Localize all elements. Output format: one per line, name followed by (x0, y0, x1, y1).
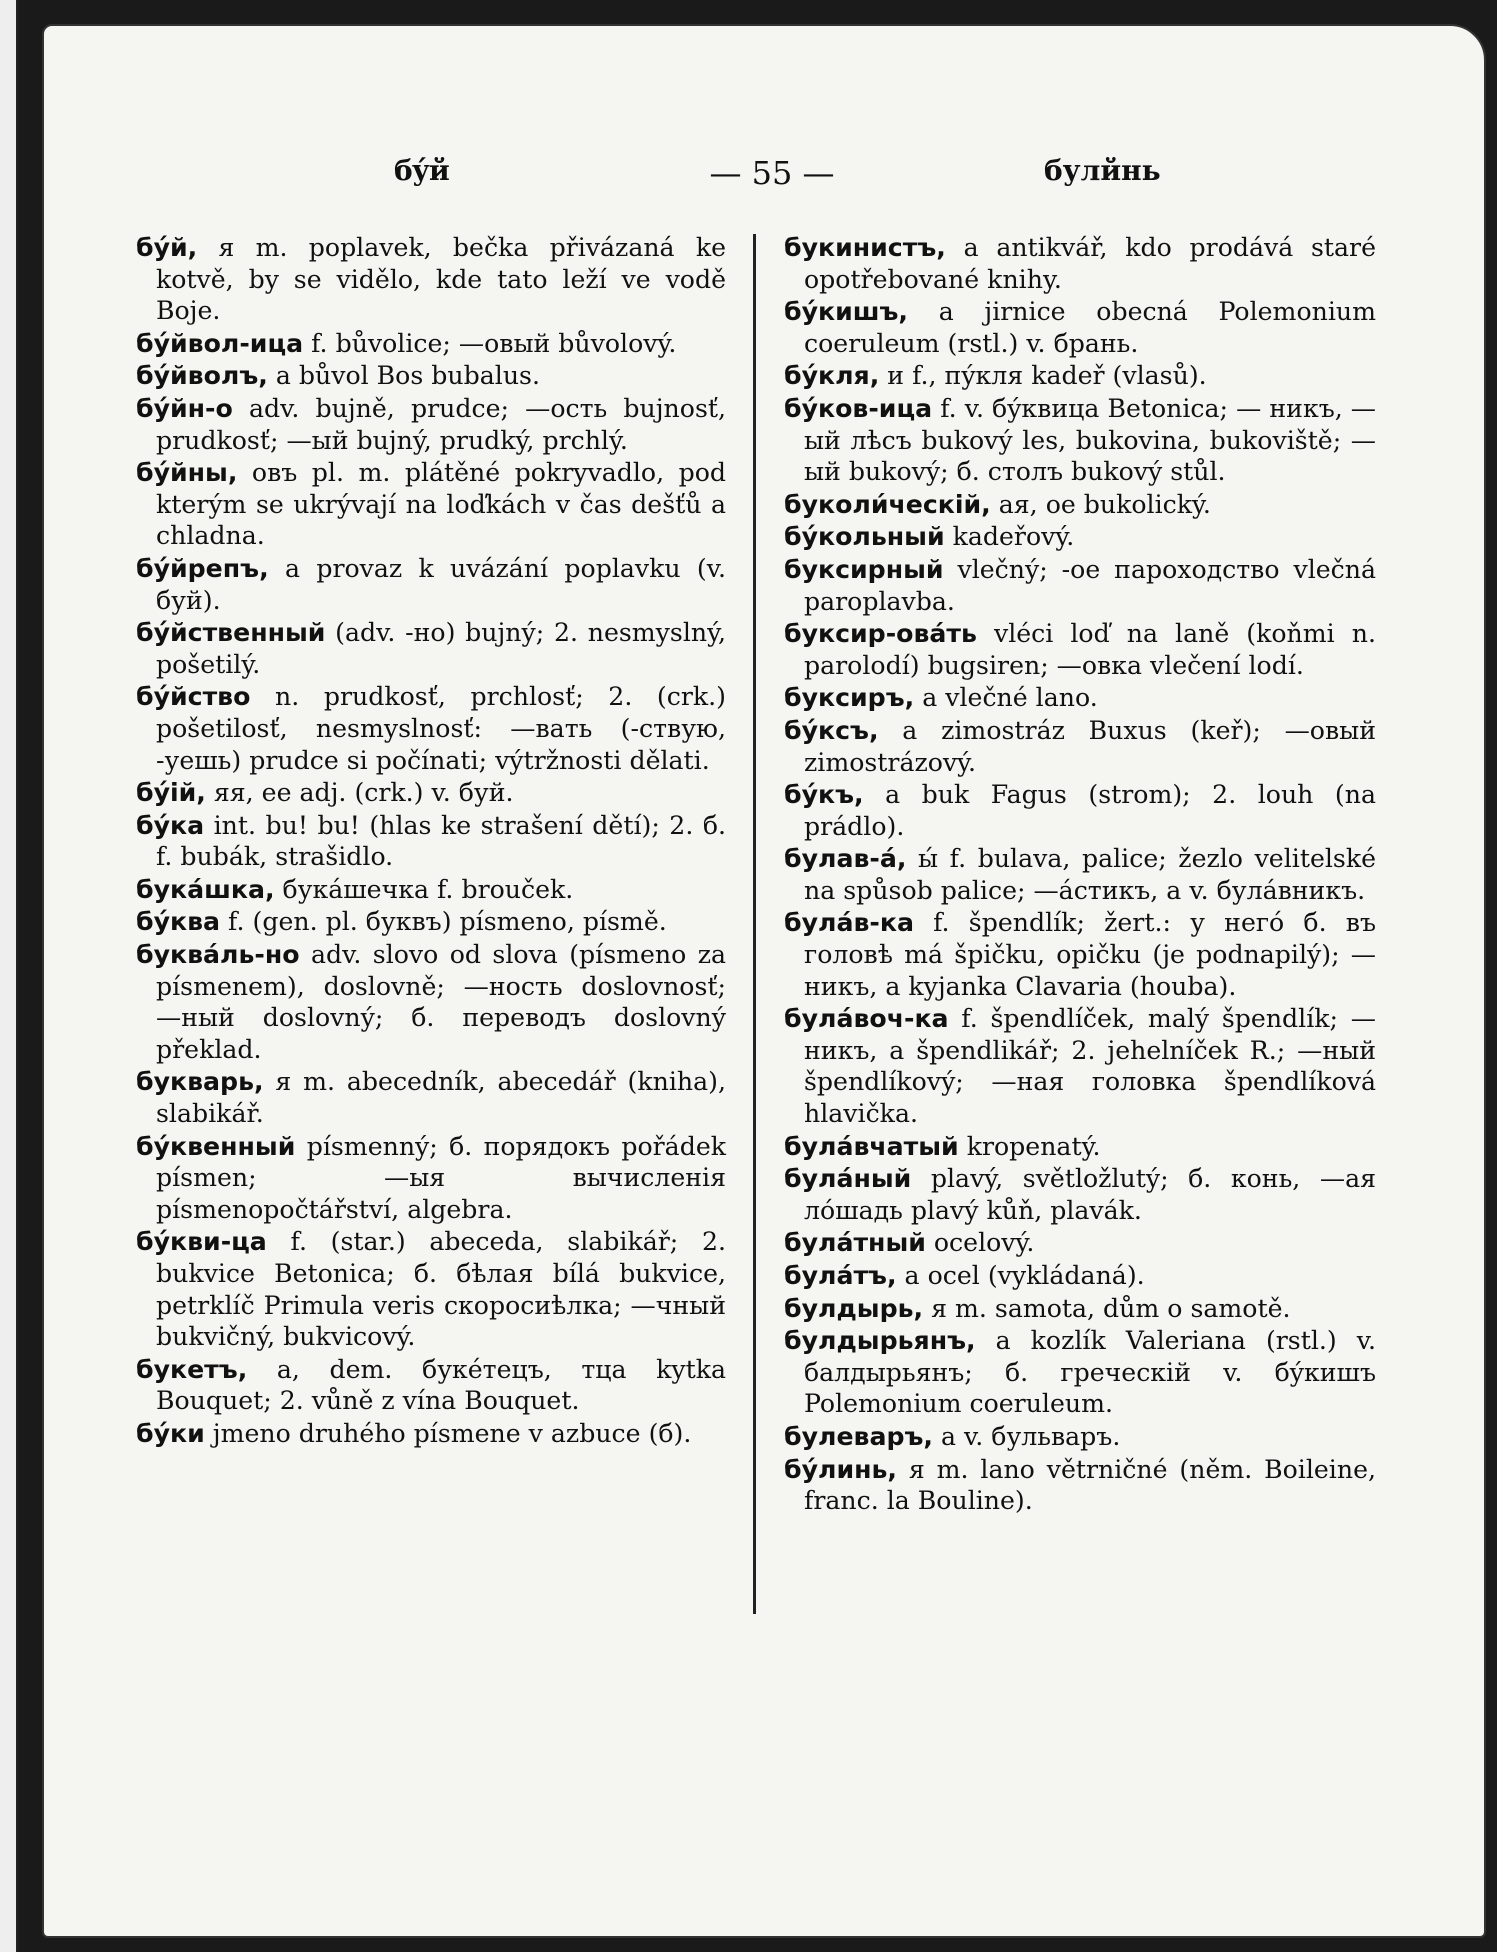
entry-headword: бýксъ, (784, 715, 879, 745)
entry-headword: бýйны, (136, 458, 238, 488)
dictionary-entry (136, 1418, 726, 1450)
dictionary-entry (136, 874, 726, 906)
entry-definition: ocelový. (925, 1228, 1035, 1258)
dictionary-entry (784, 618, 1376, 681)
entry-headword: булдырь, (784, 1293, 924, 1323)
entry-headword: бýква (136, 907, 221, 937)
entry-definition: a kozlík Valeriana (rstl.) v. балдырьянъ; б. греческій v. бýкишъ Polemonium coeruleum. (804, 1326, 1376, 1419)
entry-definition: vlečný; -ое пароходство vlečná paroplavba. (804, 554, 1376, 616)
dictionary-entry (784, 360, 1376, 392)
entry-definition: int. bu! bu! (hlas ke strašení dětí); 2. б. f. bubák, strašidlo. (156, 810, 726, 872)
entry-definition: plavý, světložlutý; б. конь, —ая лóшадь plavý kůň, plavák. (804, 1164, 1376, 1225)
dictionary-entry (784, 779, 1376, 842)
entry-headword: бýйственный (136, 618, 326, 648)
entry-headword: бýквенный (136, 1131, 296, 1161)
entry-headword: булáтный (784, 1228, 926, 1258)
entry-definition: (adv. -но) bujný; 2. nesmyslný, pošetilý. (156, 618, 726, 679)
entry-definition: f. (gen. pl. буквъ) písmeno, písmě. (220, 907, 667, 937)
entry-headword: бýйволъ, (136, 361, 268, 391)
entry-headword: булáвоч-ка (784, 1004, 949, 1034)
entry-headword: букáшка, (136, 874, 275, 904)
entry-headword: букварь, (136, 1067, 264, 1097)
entry-definition: a v. бульваръ. (933, 1421, 1121, 1451)
entry-headword: бýкишъ, (784, 297, 908, 327)
dictionary-entry (784, 1003, 1376, 1129)
entry-headword: булáтъ, (784, 1261, 897, 1290)
entry-definition: adv. bujně, prudce; —ость bujnosť, prudkosť; —ый bujný, prudký, prchlý. (156, 393, 726, 455)
entry-definition: vléci loď na laně (koňmi n. parolodí) bugsiren; —овка vlečení lodí. (804, 619, 1376, 680)
dictionary-entry (136, 777, 726, 809)
dictionary-entry (784, 489, 1376, 521)
dictionary-entry (136, 906, 726, 938)
entry-headword: булеваръ, (784, 1421, 933, 1451)
entry-headword: бýкъ, (784, 780, 864, 810)
dictionary-entry (136, 1226, 726, 1352)
entry-definition: овъ pl. m. plátěné pokryvadlo, pod kterým se ukrývají na loďkách v čas dešťů a chladna. (156, 458, 726, 551)
entry-definition: jmeno druhého písmene v azbuce (б). (204, 1418, 692, 1448)
dictionary-entry (784, 1421, 1376, 1453)
header-left-guideword: бýй (394, 154, 450, 187)
dictionary-entry (784, 554, 1376, 617)
entry-definition: a vlečné lano. (914, 683, 1098, 713)
entry-definition: kropenatý. (958, 1131, 1101, 1161)
dictionary-entry (136, 1066, 726, 1129)
entry-definition: a ocel (vykládaná). (896, 1261, 1145, 1290)
dictionary-entry (136, 232, 726, 327)
entry-definition: ы́ f. bulava, palice; žezlo velitelské na spůsob palice; —áстикъ, a v. булáвникъ. (804, 844, 1376, 905)
entry-definition: я m. lano větrničné (něm. Boileine, franc. la Bouline). (804, 1454, 1376, 1516)
entry-headword: бýкля, (784, 361, 880, 391)
adjacent-page-edge (0, 0, 18, 1952)
entry-headword: бýкольный (784, 522, 945, 552)
entry-headword: буксиръ, (784, 683, 915, 713)
dictionary-entry (784, 715, 1376, 778)
entry-headword: бýйрепъ, (136, 553, 269, 583)
entry-definition: букáшечка f. brouček. (274, 874, 574, 904)
dictionary-entry (784, 1293, 1376, 1325)
entry-headword: буксир-овáть (784, 619, 977, 649)
dictionary-entry (784, 232, 1376, 295)
entry-headword: бýкви-ца (136, 1227, 267, 1257)
entry-definition: яя, ее adj. (crk.) v. буй. (205, 778, 514, 808)
dictionary-entry (136, 457, 726, 552)
entry-headword: булáвчатый (784, 1131, 959, 1161)
entry-definition: a buk Fagus (strom); 2. louh (na prádlo). (804, 780, 1376, 841)
entry-definition: f. špendlík; žert.: у негó б. въ головѣ má špičku, opičku (je podnapilý); —никъ, a kyjanka Clavaria (houba). (804, 908, 1376, 1001)
dictionary-page (42, 24, 1486, 1938)
entry-headword: бýка (136, 810, 205, 840)
entry-definition: я m. poplavek, bečka přivázaná ke kotvě, by se vidělo, kde tato leží ve vodě Boje. (156, 233, 726, 326)
dictionary-entry (136, 328, 726, 360)
dictionary-entry (784, 1227, 1376, 1259)
right-column (784, 232, 1376, 1518)
entry-definition: a provaz k uvázání poplavku (v. буй). (156, 553, 726, 615)
page-header (44, 154, 1484, 194)
entry-headword: булав-á, (784, 844, 907, 874)
dictionary-entry (136, 681, 726, 776)
dictionary-entry (136, 1354, 726, 1417)
entry-definition: a antikvář, kdo prodává staré opotřebované knihy. (804, 233, 1376, 294)
dictionary-entry (136, 939, 726, 1065)
entry-definition: kadeřový. (944, 522, 1075, 552)
entry-headword: булдырьянъ, (784, 1326, 976, 1356)
entry-definition: a, dem. букéтецъ, тца kytka Bouquet; 2. vůně z vína Bouquet. (156, 1354, 726, 1416)
entry-definition: a jirnice obecná Polemonium coeruleum (rstl.) v. брань. (804, 297, 1376, 358)
page-number: — 55 — (709, 154, 835, 192)
entry-definition: f. bůvolice; —овый bůvolový. (303, 328, 677, 358)
entry-headword: бýйвол-ица (136, 328, 304, 358)
dictionary-entry (784, 296, 1376, 359)
entry-definition: f. (star.) abeceda, slabikář; 2. bukvice Betonica; б. бѣлая bílá bukvice, petrklíč Primula veris скоросиѣлка; —чный bukvičný, bukvicový. (156, 1227, 726, 1352)
entry-headword: бýйн-о (136, 393, 233, 423)
entry-definition: písmenný; б. порядокъ pořádek písmen; —ыя вычисленія písmenopočtářství, algebra. (156, 1131, 726, 1224)
dictionary-entry (136, 553, 726, 616)
dictionary-entry (784, 907, 1376, 1002)
entry-headword: буколи́ческій, (784, 489, 991, 519)
dictionary-entry (784, 393, 1376, 488)
dictionary-entry (136, 393, 726, 456)
entry-definition: f. špendlíček, malý špendlík; —никъ, a špendlikář; 2. jehelníček R.; —ный špendlíkový; —ная головка špendlíková hlavička. (804, 1004, 1376, 1129)
entry-definition: n. prudkosť, prchlosť; 2. (crk.) pošetilosť, nesmyslnosť: —вать (-ствую, -уешь) prudce si počínati; výtržnosti dělati. (156, 682, 726, 775)
entry-headword: бýки (136, 1418, 205, 1448)
dictionary-entry (784, 1260, 1376, 1292)
entry-definition: a zimostráz Buxus (keř); —овый zimostrázový. (804, 715, 1376, 777)
entry-headword: бýйство (136, 682, 251, 712)
entry-definition: a bůvol Bos bubalus. (267, 361, 540, 391)
entry-definition: ая, ое bukolický. (990, 489, 1211, 519)
entry-headword: букинистъ, (784, 233, 946, 262)
entry-headword: бýій, (136, 778, 206, 808)
dictionary-entry (784, 1325, 1376, 1420)
entry-headword: бýков-ица (784, 393, 933, 423)
left-column (136, 232, 726, 1451)
entry-headword: булáв-ка (784, 908, 914, 938)
dictionary-entry (136, 1131, 726, 1226)
entry-headword: бýй, (136, 233, 198, 262)
entry-definition: и f., пýкля kadeř (vlasů). (879, 361, 1207, 391)
dictionary-entry (136, 360, 726, 392)
entry-definition: я m. abecedník, abecedář (kniha), slabikář. (156, 1067, 726, 1129)
dictionary-entry (784, 1131, 1376, 1163)
dictionary-entry (136, 810, 726, 873)
entry-definition: f. v. бýквица Betonica; — никъ, —ый лѣсъ bukový les, bukovina, bukoviště; —ый bukový; б. столъ bukový stůl. (804, 393, 1376, 487)
entry-headword: бýлинь, (784, 1454, 897, 1484)
entry-headword: буквáль-но (136, 940, 300, 970)
dictionary-entry (136, 617, 726, 680)
entry-definition: adv. slovo od slova (písmeno za písmenem), doslovně; —ность doslovnosť; —ный doslovný; б. переводъ doslovný překlad. (156, 940, 726, 1064)
entry-headword: буксирный (784, 554, 944, 584)
entry-headword: букетъ, (136, 1354, 248, 1384)
column-divider (753, 234, 756, 1614)
dictionary-entry (784, 843, 1376, 906)
dictionary-entry (784, 1454, 1376, 1517)
dictionary-entry (784, 521, 1376, 553)
entry-definition: я m. samota, dům o samotě. (923, 1293, 1291, 1323)
dictionary-entry (784, 1163, 1376, 1226)
dictionary-entry (784, 682, 1376, 714)
header-right-guideword: булйнь (1044, 154, 1161, 187)
entry-headword: булáный (784, 1164, 912, 1194)
